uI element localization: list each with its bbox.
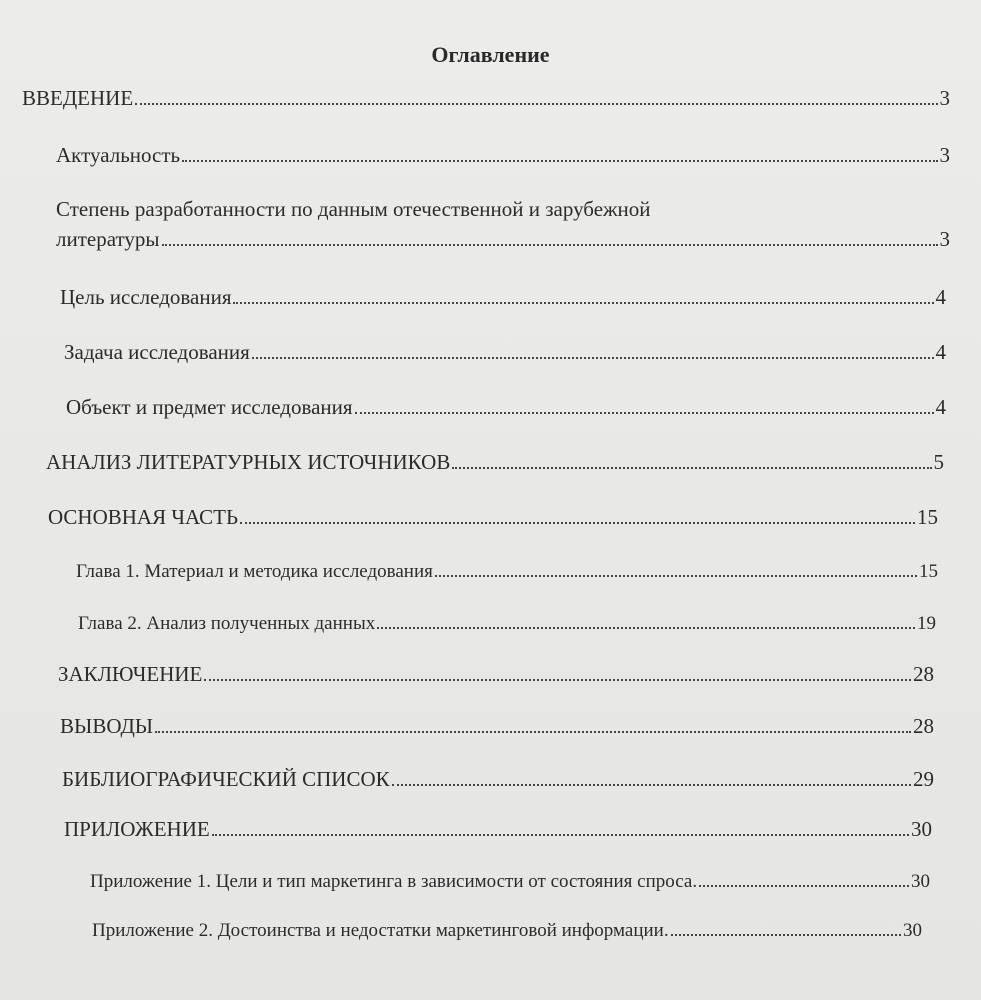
toc-entry-appendix (64, 816, 932, 842)
toc-entry-introduction (22, 85, 950, 111)
toc-entry-label: Приложение 2. Достоинства и недостатки маркетинговой информации. (92, 920, 669, 941)
toc-entry-page: 30 (903, 920, 922, 941)
toc-leader-dots (162, 244, 938, 246)
toc-entry-findings (60, 713, 934, 739)
toc-entry-literature-analysis (46, 449, 944, 475)
toc-leader-dots (355, 412, 934, 414)
toc-entry-page: 15 (917, 505, 938, 529)
toc-entry-label: ЗАКЛЮЧЕНИЕ (58, 662, 203, 686)
toc-entry-goal (60, 284, 946, 310)
toc-entry-page: 15 (919, 561, 938, 582)
toc-entry-label: Глава 2. Анализ полученных данных (78, 613, 376, 634)
toc-entry-chapter-2 (78, 611, 936, 637)
toc-leader-dots (182, 160, 937, 162)
toc-leader-dots (240, 522, 915, 524)
toc-entry-label: Объект и предмет исследования (66, 395, 353, 419)
toc-leader-dots (671, 934, 901, 936)
toc-entry-appendix-1 (90, 869, 930, 895)
toc-entry-label: БИБЛИОГРАФИЧЕСКИЙ СПИСОК (62, 767, 390, 791)
toc-entry-label: АНАЛИЗ ЛИТЕРАТУРНЫХ ИСТОЧНИКОВ (46, 450, 451, 474)
toc-entry-label: ВЫВОДЫ (60, 714, 154, 738)
toc-entry-main-part (48, 504, 938, 530)
toc-entry-conclusion (58, 661, 934, 687)
toc-leader-dots (155, 731, 911, 733)
toc-entry-label: ПРИЛОЖЕНИЕ (64, 817, 210, 841)
toc-entry-page: 19 (917, 613, 936, 634)
toc-entry-label: ОСНОВНАЯ ЧАСТЬ (48, 505, 239, 529)
toc-entry-label: Задача исследования (64, 340, 250, 364)
toc-entry-page: 28 (913, 662, 934, 686)
toc-entry-chapter-1 (76, 559, 938, 585)
toc-title: Оглавление (431, 42, 550, 67)
toc-entry-appendix-2 (92, 918, 922, 944)
toc-leader-dots (377, 627, 915, 629)
toc-leader-dots (204, 679, 911, 681)
toc-entry-label: Актуальность (56, 143, 181, 167)
toc-entry-label-line2: литературы (56, 227, 160, 251)
toc-leader-dots (452, 467, 931, 469)
toc-leader-dots (135, 103, 937, 105)
toc-entry-task (64, 339, 946, 365)
toc-entry-degree-of-development (56, 194, 950, 254)
toc-leader-dots (212, 834, 909, 836)
toc-entry-label-line1: Степень разработанности по данным отечественной и зарубежной (56, 197, 651, 221)
toc-entry-page: 3 (939, 86, 950, 110)
toc-entry-page: 28 (913, 714, 934, 738)
toc-entry-label: Приложение 1. Цели и тип маркетинга в зависимости от состояния спроса. (90, 871, 698, 892)
toc-entry-page: 4 (935, 395, 946, 419)
toc-entry-line2 (56, 224, 950, 254)
toc-entry-page: 4 (935, 340, 946, 364)
toc-entry-page: 3 (939, 143, 950, 167)
toc-entry-bibliography (62, 766, 934, 792)
toc-leader-dots (392, 784, 911, 786)
toc-leader-dots (233, 302, 933, 304)
toc-leader-dots (252, 357, 934, 359)
toc-leader-dots (435, 575, 917, 577)
toc-entry-label: Цель исследования (60, 285, 232, 309)
toc-entry-object-subject (66, 394, 946, 420)
toc-entry-page: 5 (933, 450, 944, 474)
toc-entry-label: ВВЕДЕНИЕ (22, 86, 134, 110)
toc-entry-page: 4 (935, 285, 946, 309)
toc-entry-relevance (56, 142, 950, 168)
toc-entry-page: 30 (911, 871, 930, 892)
toc-entry-page: 3 (939, 227, 950, 251)
toc-entry-page: 30 (911, 817, 932, 841)
toc-entry-label: Глава 1. Материал и методика исследования (76, 561, 433, 582)
toc-entry-page: 29 (913, 767, 934, 791)
toc-leader-dots (699, 885, 909, 887)
